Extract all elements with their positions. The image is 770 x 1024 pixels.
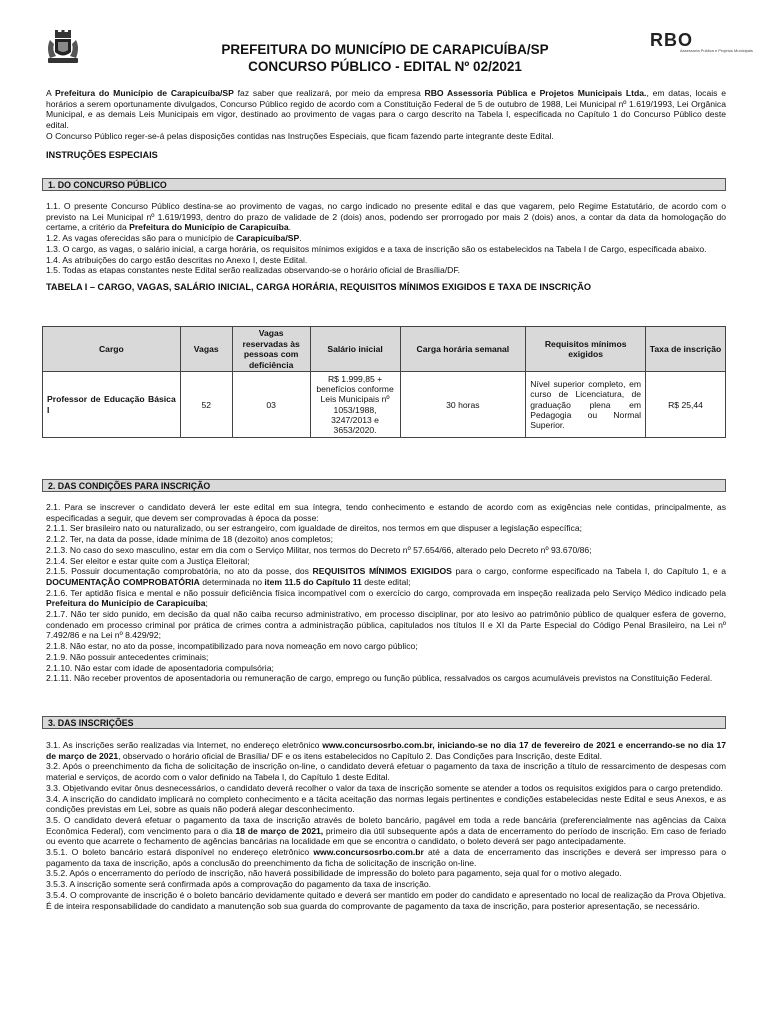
item-2-1-7: 2.1.7. Não ter sido punido, em decisão da qual não caiba recurso administrativo, em processo disciplinar, por ato lesivo ao patrimônio público de qualquer esfera de governo, condenado em processo criminal por prática de crimes contra a administração pública, capitulados nos títulos II e XI da Parte Especial do Código Penal Brasileiro, na Lei nº 7.492/86 e na Lei nº 8.429/92; <box>46 609 726 641</box>
intro-paragraph-2: O Concurso Público reger-se-á pelas disposições contidas nas Instruções Especiais, que ficam fazendo parte integrante deste Edital. <box>46 130 554 141</box>
item-2-1-1: 2.1.1. Ser brasileiro nato ou naturalizado, ou ser estrangeiro, com igualdade de direitos, nos termos em que dispuser a legislação específica; <box>46 523 582 534</box>
section-heading-1: 1. DO CONCURSO PÚBLICO <box>42 178 726 191</box>
item-2-1-5: 2.1.5. Possuir documentação comprobatória, no ato da posse, dos REQUISITOS MÍNIMOS EXIGIDOS para o cargo, conforme especificado na Tabela I, do Capítulo 1, e a DOCUMENTAÇÃO COMPROBATÓRIA determinada no item 11.5 do Capítulo 11 deste edital; <box>46 566 726 587</box>
section-heading-2: 2. DAS CONDIÇÕES PARA INSCRIÇÃO <box>42 479 726 492</box>
table-header-cell: Vagas reservadas às pessoas com deficiência <box>232 327 310 372</box>
table-cell-carga: 30 horas <box>400 372 526 438</box>
special-instructions-title: INSTRUÇÕES ESPECIAIS <box>46 149 158 160</box>
item-3-3: 3.3. Objetivando evitar ônus desnecessários, o candidato deverá recolher o valor da taxa de inscrição somente se atender a todos os requisitos exigidos para o cargo pretendido. <box>46 782 723 793</box>
item-2-1-3: 2.1.3. No caso do sexo masculino, estar em dia com o Serviço Militar, nos termos do Decreto nº 57.654/66, alterado pelo Decreto nº 93.670/86; <box>46 544 592 555</box>
item-2-1-2: 2.1.2. Ter, na data da posse, idade mínima de 18 (dezoito) anos completos; <box>46 534 333 545</box>
item-2-1-11: 2.1.11. Não receber proventos de aposentadoria ou remuneração de cargo, emprego ou função pública, ressalvados os cargos acumuláveis previstos na Constituição Federal. <box>46 673 713 684</box>
document-title: PREFEITURA DO MUNICÍPIO DE CARAPICUÍBA/SP <box>221 42 549 57</box>
table-header-cell: Cargo <box>43 327 181 372</box>
intro-paragraph: A Prefeitura do Município de Carapicuíba/SP faz saber que realizará, por meio da empresa RBO Assessoria Pública e Projetos Municipais Ltda., em datas, locais e horários a serem oportunamente divulgados, Concurso Público regido de acordo com a Constituição Federal de 5 de outubro de 1988, Lei Municipal nº 1.619/1993, Lei Orgânica Municipal, e as demais Leis Municipais em vigor, destinado ao provimento de vagas para o cargo descrito na Tabela I, especificada no Capítulo 1 do Concurso Público deste edital. <box>46 88 726 131</box>
item-2-1-6: 2.1.6. Ter aptidão física e mental e não possuir deficiência física incompatível com o exercício do cargo, comprovada em inspeção realizada pelo Serviço Médico indicado pela Prefeitura do Município de Carapicuíba; <box>46 587 726 609</box>
item-1-5: 1.5. Todas as etapas constantes neste Edital serão realizadas observando-se o horário oficial de Brasília/DF. <box>46 265 461 276</box>
document-subtitle: CONCURSO PÚBLICO - EDITAL Nº 02/2021 <box>248 59 522 74</box>
item-3-5-3: 3.5.3. A inscrição somente será confirmada após a comprovação do pagamento da taxa de inscrição. <box>46 879 432 890</box>
item-3-4: 3.4. A inscrição do candidato implicará no completo conhecimento e a tácita aceitação das normas legais pertinentes e condições estabelecidas neste Edital e seus Anexos, e as condições previstas em Lei, sobre as quais não poderá alegar desconhecimento. <box>46 793 726 815</box>
item-3-5-4: 3.5.4. O comprovante de inscrição é o boleto bancário devidamente quitado e deverá ser mantido em poder do candidato e apresentado no local de realização da Prova Objetiva. É de inteira responsabilidade do candidato a manutenção sob sua guarda do comprovante de pagamento da taxa de inscrição, para posterior apresentação, se necessário. <box>46 889 726 911</box>
table-cell-requisitos: Nível superior completo, em curso de Licenciatura, de graduação plena em Pedagogia ou Normal Superior. <box>526 372 646 438</box>
item-2-1-4: 2.1.4. Ser eleitor e estar quite com a Justiça Eleitoral; <box>46 555 250 566</box>
table-title: TABELA I – CARGO, VAGAS, SALÁRIO INICIAL, CARGA HORÁRIA, REQUISITOS MÍNIMOS EXIGIDOS E TAXA DE INSCRIÇÃO <box>46 281 591 292</box>
section1-body <box>46 201 726 293</box>
item-1-4: 1.4. As atribuições do cargo estão descritas no Anexo I, deste Edital. <box>46 254 308 265</box>
item-2-1-10: 2.1.10. Não estar com idade de aposentadoria compulsória; <box>46 662 274 673</box>
item-3-1: 3.1. As inscrições serão realizadas via Internet, no endereço eletrônico www.concursosrbo.com.br, iniciando-se no dia 17 de fevereiro de 2021 e encerrando-se no dia 17 de março de 2021, observado o horário oficial de Brasília/ DF e os itens estabelecidos no Capítulo 2. Das Condições para Inscrição, deste Edital. <box>46 740 726 761</box>
section3-body <box>46 740 726 911</box>
intro-block <box>46 88 726 160</box>
item-2-1-9: 2.1.9. Não possuir antecedentes criminais; <box>46 651 209 662</box>
table-header-cell: Salário inicial <box>310 327 400 372</box>
table-cell-salario: R$ 1.999,85 + benefícios conforme Leis Municipais nº 1053/1988, 3247/2013 e 3653/2020. <box>310 372 400 438</box>
table-header-cell: Taxa de inscrição <box>646 327 726 372</box>
table-header-cell: Vagas <box>180 327 232 372</box>
section-heading-3: 3. DAS INSCRIÇÕES <box>42 716 726 729</box>
table-header-row <box>43 327 726 372</box>
rbo-logo-subtext: Assessoria Pública e Projetos Municipais <box>680 48 753 53</box>
item-1-2: 1.2. As vagas oferecidas são para o município de Carapicuíba/SP. <box>46 233 302 244</box>
table-cell-vagas-pcd: 03 <box>232 372 310 438</box>
table-row <box>43 372 726 438</box>
table-header-cell: Requisitos mínimos exigidos <box>526 327 646 372</box>
item-3-5-2: 3.5.2. Após o encerramento do período de inscrição, não haverá possibilidade de impressão do boleto para pagamento, seja qual for o motivo alegado. <box>46 868 622 879</box>
item-1-1: 1.1. O presente Concurso Público destina-se ao provimento de vagas, no cargo indicado no presente edital e das que vagarem, pelo Regime Estatutário, de acordo com o previsto na Lei Municipal nº 1.619/1993, dentro do prazo de validade de 2 (dois) anos, podendo ser prorrogado por mais 2 (dois) anos, a contar da data da homologação do certame, a critério da Prefeitura do Município de Carapicuíba. <box>46 201 726 233</box>
item-3-2: 3.2. Após o preenchimento da ficha de solicitação de inscrição on-line, o candidato deverá efetuar o pagamento da taxa de inscrição a título de ressarcimento de despesas com material e serviços, de acordo com o valor definido na Tabela I, do Capítulo 1 deste Edital. <box>46 761 726 783</box>
item-1-3: 1.3. O cargo, as vagas, o salário inicial, a carga horária, os requisitos mínimos exigidos e a taxa de inscrição são os estabelecidos na Tabela I de Cargo, especificada abaixo. <box>46 243 707 254</box>
table-cell-taxa: R$ 25,44 <box>646 372 726 438</box>
item-3-5-1: 3.5.1. O boleto bancário estará disponível no endereço eletrônico www.concursosrbo.com.br até a data de encerramento das inscrições e deverá ser impresso para o pagamento da taxa de inscrição, após a conclusão do preenchimento da ficha de solicitação de inscrição on-line. <box>46 847 726 868</box>
positions-table <box>42 326 726 438</box>
item-3-5: 3.5. O candidato deverá efetuar o pagamento da taxa de inscrição através de boleto bancário, pagável em toda a rede bancária (preferencialmente nas agências da Caixa Econômica Federal), com vencimento para o dia 18 de março de 2021, primeiro dia útil subsequente após a data de encerramento do período de inscrição. Em caso de feriado ou evento que acarrete o fechamento de agências bancárias na localidade em que se encontra o candidato, o boleto deverá ser pago antecipadamente. <box>46 814 726 847</box>
item-2-1: 2.1. Para se inscrever o candidato deverá ler este edital em sua íntegra, tendo conhecimento e estando de acordo com as exigências nele contidas, principalmente, as especificadas a seguir, que devem ser comprovadas à época da posse: <box>46 502 726 523</box>
section2-body <box>46 502 726 684</box>
table-cell-vagas: 52 <box>180 372 232 438</box>
rbo-logo-text: RBO <box>650 30 693 50</box>
table-cell-cargo: Professor de Educação Básica I <box>43 372 181 438</box>
item-2-1-8: 2.1.8. Não estar, no ato da posse, incompatibilizado para nova nomeação em novo cargo público; <box>46 641 418 652</box>
table-header-cell: Carga horária semanal <box>400 327 526 372</box>
